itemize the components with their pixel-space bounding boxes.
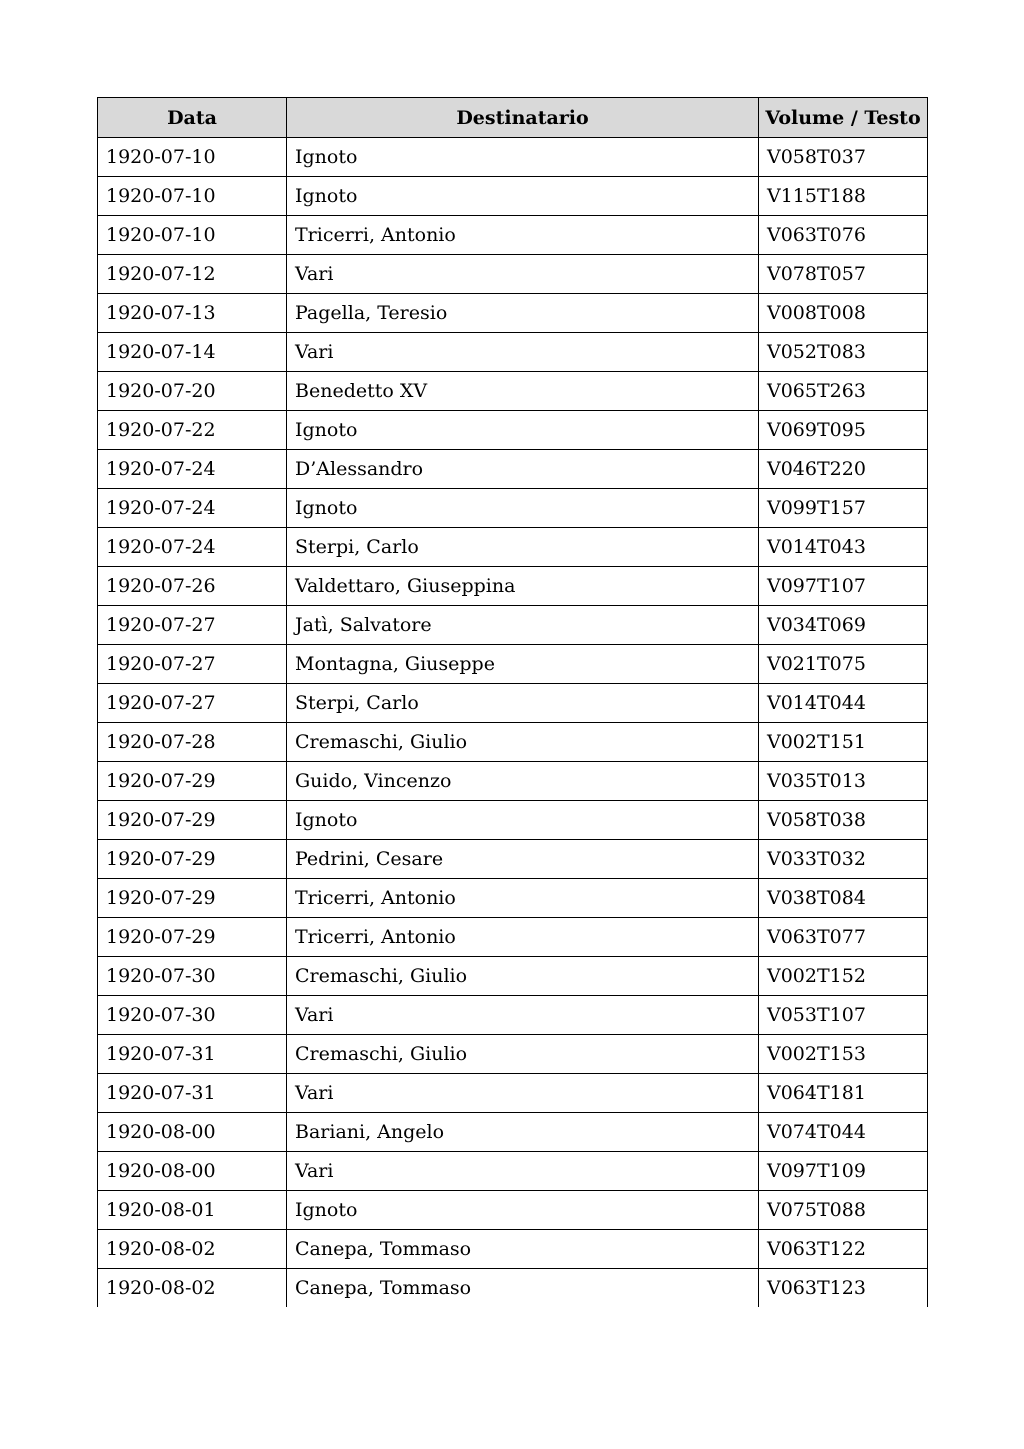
cell-volume: V002T151 [759,723,928,762]
cell-recipient: Benedetto XV [287,372,759,411]
cell-date: 1920-07-31 [98,1035,287,1074]
table-row [98,294,928,333]
cell-volume: V097T109 [759,1152,928,1191]
cell-volume: V064T181 [759,1074,928,1113]
table-row [98,528,928,567]
cell-date: 1920-08-01 [98,1191,287,1230]
cell-date: 1920-08-02 [98,1269,287,1308]
cell-volume: V115T188 [759,177,928,216]
table-header [98,98,928,138]
table-row [98,450,928,489]
cell-date: 1920-08-02 [98,1230,287,1269]
table-row [98,684,928,723]
cell-date: 1920-07-28 [98,723,287,762]
cell-volume: V038T084 [759,879,928,918]
cell-volume: V035T013 [759,762,928,801]
cell-volume: V074T044 [759,1113,928,1152]
cell-volume: V078T057 [759,255,928,294]
cell-recipient: Pagella, Teresio [287,294,759,333]
cell-recipient: Cremaschi, Giulio [287,723,759,762]
cell-date: 1920-07-30 [98,996,287,1035]
cell-date: 1920-07-10 [98,177,287,216]
cell-date: 1920-08-00 [98,1113,287,1152]
cell-volume: V065T263 [759,372,928,411]
cell-volume: V063T122 [759,1230,928,1269]
table-row [98,879,928,918]
cell-volume: V053T107 [759,996,928,1035]
cell-date: 1920-07-24 [98,528,287,567]
cell-recipient: Tricerri, Antonio [287,216,759,255]
table-body [98,138,928,1308]
cell-volume: V021T075 [759,645,928,684]
table-row [98,840,928,879]
table-row [98,489,928,528]
table-row [98,645,928,684]
cell-date: 1920-07-30 [98,957,287,996]
cell-recipient: Ignoto [287,801,759,840]
cell-date: 1920-07-27 [98,606,287,645]
cell-recipient: Guido, Vincenzo [287,762,759,801]
cell-recipient: Valdettaro, Giuseppina [287,567,759,606]
table-row [98,801,928,840]
table-row [98,1191,928,1230]
cell-volume: V058T038 [759,801,928,840]
table-row [98,1230,928,1269]
cell-date: 1920-07-29 [98,762,287,801]
cell-recipient: Ignoto [287,177,759,216]
cell-date: 1920-07-10 [98,216,287,255]
cell-recipient: Ignoto [287,489,759,528]
cell-recipient: Pedrini, Cesare [287,840,759,879]
table-row [98,255,928,294]
column-header-recipient: Destinatario [287,98,759,138]
cell-recipient: Vari [287,996,759,1035]
cell-recipient: D’Alessandro [287,450,759,489]
cell-volume: V063T077 [759,918,928,957]
cell-date: 1920-07-14 [98,333,287,372]
cell-date: 1920-07-26 [98,567,287,606]
cell-recipient: Ignoto [287,1191,759,1230]
cell-recipient: Montagna, Giuseppe [287,645,759,684]
cell-date: 1920-07-22 [98,411,287,450]
cell-date: 1920-07-31 [98,1074,287,1113]
cell-date: 1920-07-10 [98,138,287,177]
cell-volume: V002T153 [759,1035,928,1074]
cell-date: 1920-07-20 [98,372,287,411]
table-row [98,333,928,372]
cell-volume: V034T069 [759,606,928,645]
table-row [98,723,928,762]
cell-recipient: Bariani, Angelo [287,1113,759,1152]
cell-volume: V069T095 [759,411,928,450]
cell-volume: V099T157 [759,489,928,528]
cell-volume: V033T032 [759,840,928,879]
table-row [98,1113,928,1152]
table-row [98,177,928,216]
table-row [98,1035,928,1074]
letters-table [97,97,928,1307]
cell-date: 1920-07-29 [98,918,287,957]
column-header-volume: Volume / Testo [759,98,928,138]
cell-date: 1920-07-13 [98,294,287,333]
table-row [98,372,928,411]
cell-recipient: Canepa, Tommaso [287,1230,759,1269]
cell-date: 1920-07-24 [98,489,287,528]
cell-recipient: Tricerri, Antonio [287,918,759,957]
cell-volume: V014T044 [759,684,928,723]
cell-date: 1920-07-27 [98,684,287,723]
cell-recipient: Ignoto [287,411,759,450]
table-row [98,411,928,450]
table-row [98,606,928,645]
table-row [98,138,928,177]
cell-recipient: Vari [287,1152,759,1191]
table-row [98,918,928,957]
cell-volume: V075T088 [759,1191,928,1230]
cell-recipient: Jatì, Salvatore [287,606,759,645]
cell-recipient: Vari [287,333,759,372]
table-row [98,1152,928,1191]
cell-recipient: Sterpi, Carlo [287,528,759,567]
table-row [98,1074,928,1113]
table-row [98,762,928,801]
table-row [98,996,928,1035]
cell-volume: V052T083 [759,333,928,372]
cell-recipient: Canepa, Tommaso [287,1269,759,1308]
cell-recipient: Ignoto [287,138,759,177]
table-row [98,957,928,996]
cell-date: 1920-07-12 [98,255,287,294]
header-row [98,98,928,138]
cell-volume: V063T076 [759,216,928,255]
cell-date: 1920-07-24 [98,450,287,489]
cell-volume: V058T037 [759,138,928,177]
cell-volume: V008T008 [759,294,928,333]
cell-recipient: Vari [287,255,759,294]
cell-date: 1920-07-29 [98,801,287,840]
cell-recipient: Tricerri, Antonio [287,879,759,918]
table-row [98,567,928,606]
cell-date: 1920-07-29 [98,879,287,918]
cell-volume: V063T123 [759,1269,928,1308]
cell-recipient: Vari [287,1074,759,1113]
cell-recipient: Cremaschi, Giulio [287,957,759,996]
table-row [98,216,928,255]
cell-recipient: Sterpi, Carlo [287,684,759,723]
cell-volume: V046T220 [759,450,928,489]
cell-volume: V014T043 [759,528,928,567]
cell-volume: V002T152 [759,957,928,996]
cell-date: 1920-07-27 [98,645,287,684]
cell-recipient: Cremaschi, Giulio [287,1035,759,1074]
column-header-date: Data [98,98,287,138]
cell-date: 1920-07-29 [98,840,287,879]
cell-date: 1920-08-00 [98,1152,287,1191]
table-row [98,1269,928,1308]
cell-volume: V097T107 [759,567,928,606]
